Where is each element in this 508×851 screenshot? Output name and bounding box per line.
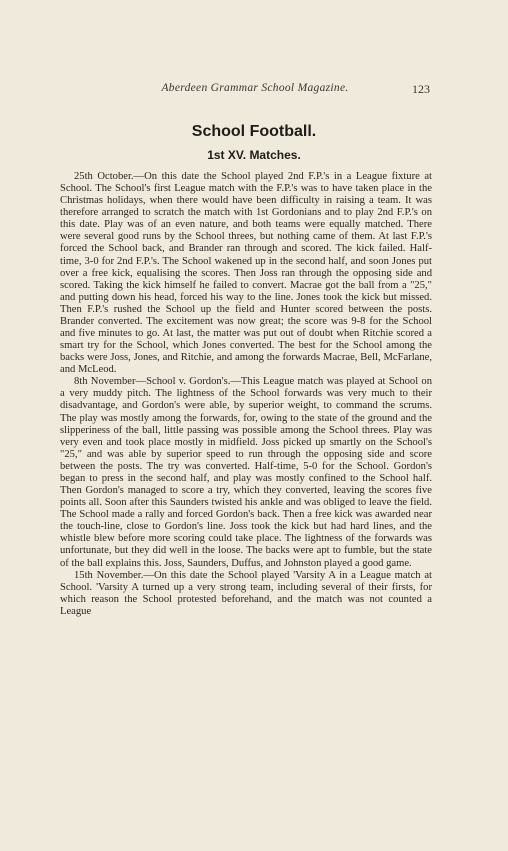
article-subtitle: 1st XV. Matches. bbox=[207, 148, 301, 162]
paragraph-gordons-match: 8th November—School v. Gordon's.—This League match was played at School on a very muddy pitch. The lightness of the School forwards was very much to their disadvantage, and Gordon's were able, by superior weight, to command the scrums. The play was mostly among the forwards, for, owing to the state of the ground and the slipperiness of the ball, little passing was possible among the School threes. Play was very even and took place mostly in midfield. Joss picked up smartly on the School's "25," and was able by superior speed to run through the opposing side and score between the posts. The try was converted. Half-time, 5-0 for the School. Gordon's began to press in the second half, and play was mostly confined to the School half. Then Gordon's managed to score a try, which they converted, leaving the scores five points all. Soon after this Saunders twisted his ankle and was obliged to leave the field. The School made a rally and forced Gordon's back. Then a free kick was awarded near the touch-line, close to Gordon's line. Joss took the kick but had hard lines, and the whistle blew before more scoring could take place. The lightness of the forwards was unfortunate, but they did well in the loose. The backs were apt to fumble, but the state of the ball explains this. Joss, Saunders, Duffus, and Johnston played a good game. bbox=[60, 376, 432, 569]
running-header bbox=[52, 82, 458, 100]
paragraph-varsity-match: 15th November.—On this date the School played 'Varsity A in a League match at School. 'Varsity A turned up a very strong team, including several of their firsts, for which reason the School protested beforehand, and the match was not counted a League bbox=[60, 569, 432, 617]
running-title: Aberdeen Grammar School Magazine. bbox=[161, 82, 349, 94]
page-number: 123 bbox=[412, 82, 430, 96]
paragraph-2nd-fp-match: 25th October.—On this date the School played 2nd F.P.'s in a League fixture at School. The School's first League match with the F.P.'s was to have taken place in the Christmas holidays, when there would have been difficulty in raising a team. It was therefore arranged to scratch the match with 1st Gordonians and to play 2nd F.P.'s on this date. Play was of an even nature, and both teams were equally matched. There were several good runs by the School threes, but nothing came of them. At last F.P.'s forced the School back, and Brander ran through and scored. The kick failed. Half-time, 3-0 for 2nd F.P.'s. The School wakened up in the second half, and soon Jones put over a free kick, equalising the scores. Then Joss ran through the opposing side and scored. Taking the kick himself he failed to convert. Macrae got the ball from a "25," and putting down his head, forced his way to the line. Jones took the kick but missed. Then F.P.'s rushed the School up the field and Hunter scored between the posts. Brander converted. The excitement was now great; the score was 9-8 for the School and five minutes to go. At last, the matter was put out of doubt when Ritchie scored a smart try for the School, which Jones converted. The best for the School among the backs were Joss, Jones, and Ritchie, and among the forwards Macrae, Bell, McFarlane, and McLeod. bbox=[60, 171, 432, 376]
article-body bbox=[60, 171, 432, 618]
article-title: School Football. bbox=[191, 123, 317, 140]
